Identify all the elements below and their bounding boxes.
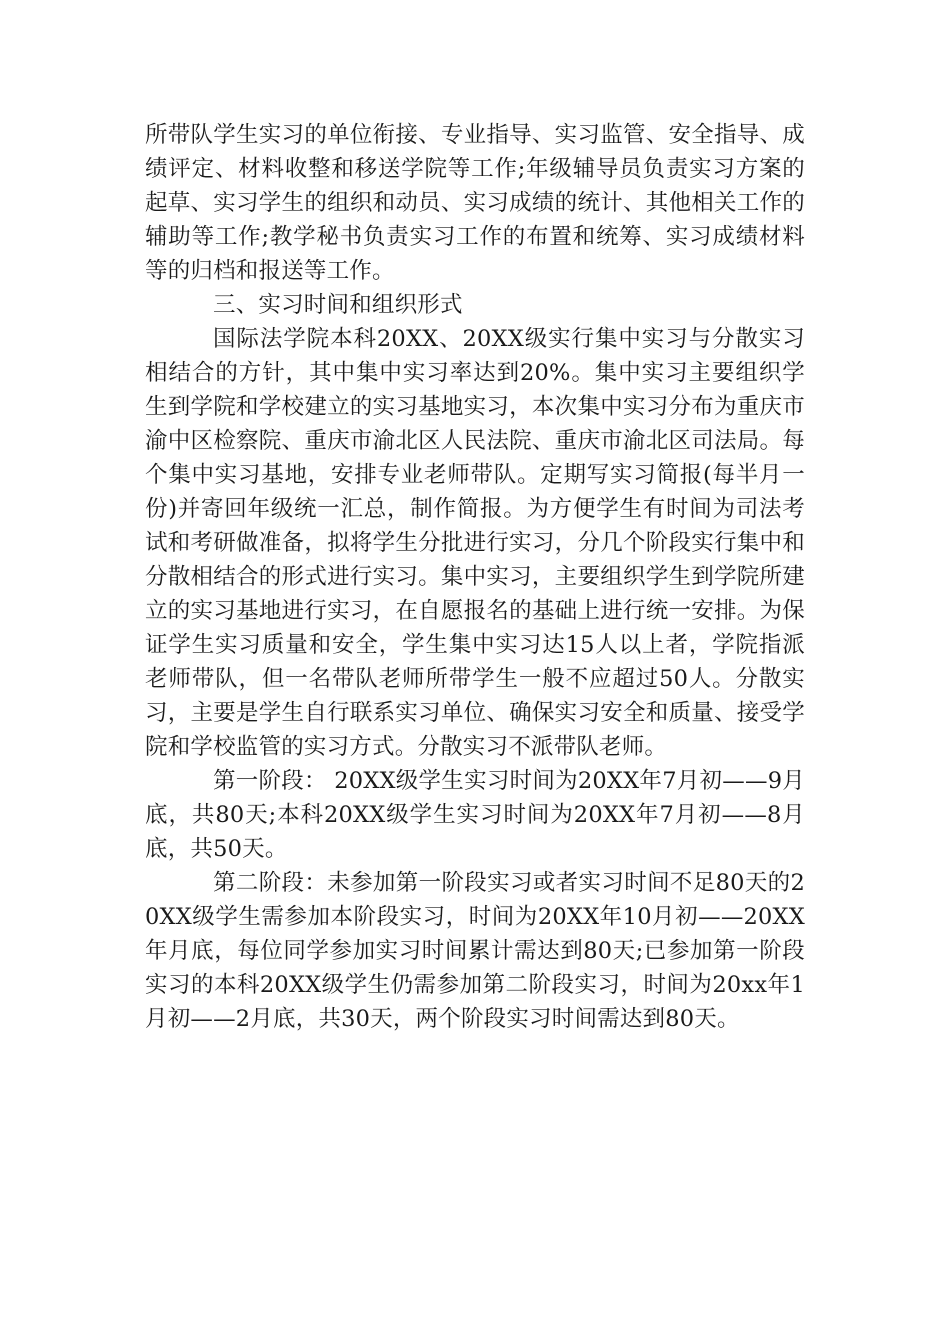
paragraph-responsibilities: 所带队学生实习的单位衔接、专业指导、实习监管、安全指导、成绩评定、材料收整和移送学院等工作;年级辅导员负责实习方案的起草、实习学生的组织和动员、实习成绩的统计、其他相关工作的辅助等工作;教学秘书负责实习工作的布置和统筹、实习成绩材料等的归档和报送等工作。	[145, 122, 805, 284]
document-body	[145, 118, 805, 1036]
paragraph-organization-form: 国际法学院本科20XX、20XX级实行集中实习与分散实习相结合的方针，其中集中实习率达到20%。集中实习主要组织学生到学院和学校建立的实习基地实习，本次集中实习分布为重庆市渝中区检察院、重庆市渝北区人民法院、重庆市渝北区司法局。每个集中实习基地，安排专业老师带队。定期写实习简报(每半月一份)并寄回年级统一汇总，制作简报。为方便学生有时间为司法考试和考研做准备，拟将学生分批进行实习，分几个阶段实行集中和分散相结合的形式进行实习。集中实习，主要组织学生到学院所建立的实习基地进行实习，在自愿报名的基础上进行统一安排。为保证学生实习质量和安全，学生集中实习达15人以上者，学院指派老师带队，但一名带队老师所带学生一般不应超过50人。分散实习，主要是学生自行联系实习单位、确保实习安全和质量、接受学院和学校监管的实习方式。分散实习不派带队老师。	[145, 326, 805, 760]
section-heading-internship-time: 三、实习时间和组织形式	[213, 292, 463, 318]
paragraph-phase-two: 第二阶段：未参加第一阶段实习或者实习时间不足80天的20XX级学生需参加本阶段实习，时间为20XX年10月初——20XX年月底，每位同学参加实习时间累计需达到80天;已参加第一阶段实习的本科20XX级学生仍需参加第二阶段实习，时间为20xx年1月初——2月底，共30天，两个阶段实习时间需达到80天。	[145, 870, 805, 1032]
paragraph-phase-one: 第一阶段： 20XX级学生实习时间为20XX年7月初——9月底，共80天;本科20XX级学生实习时间为20XX年7月初——8月底，共50天。	[145, 768, 805, 862]
